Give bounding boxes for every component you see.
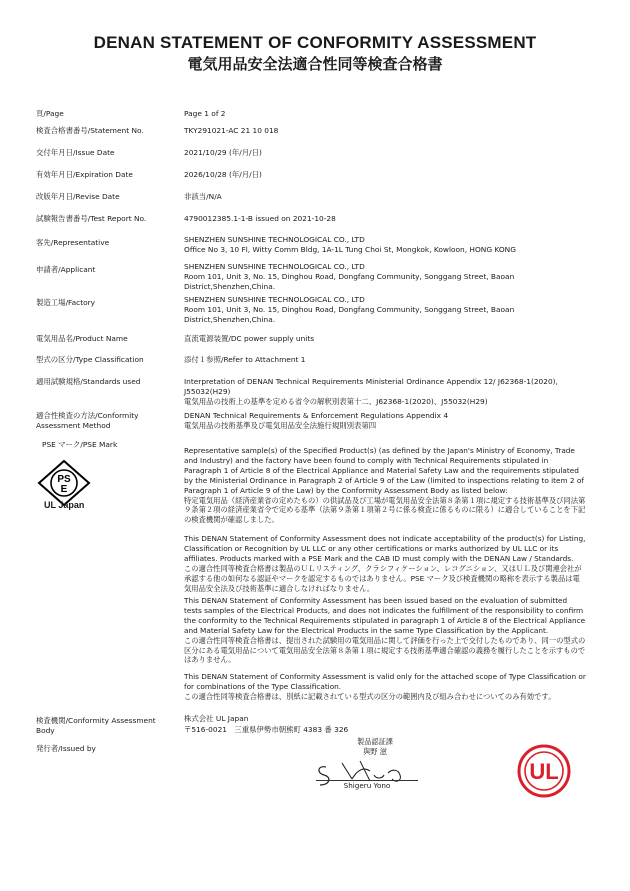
signature-name-jp: 與野 滋 xyxy=(363,747,387,756)
standards-label: 適用試験規格/Standards used xyxy=(36,377,141,386)
revise-date-label: 改版年月日/Revise Date xyxy=(36,192,120,201)
applicant-address-2: District,Shenzhen,China. xyxy=(184,282,276,291)
applicant-address-1: Room 101, Unit 3, No. 15, Dinghou Road, Dongfang Community, Songgang Street, Baoan xyxy=(184,272,515,281)
paragraph-1-en: Representative sample(s) of the Specified Product(s) (as defined by the Japan's Ministry of Economy, Trade and Industry) and the factory have been found to comply with Technical Requirements stipulated in Paragraph 1 of Article 8 of the Electrical Appliance and Material Safety Law and the requirements stipulated by the Ministerial Ordinance in Paragraph 2 of Article 9 of the Law (limited to inspections relating to item 2 of Paragraph 1 of Article 9 of the Law) by the Conformity Assessment Body as listed below: xyxy=(184,446,584,495)
body-label-2: Body xyxy=(36,726,55,735)
product-name-value: 直流電源装置/DC power supply units xyxy=(184,334,315,343)
type-classification-value: 添付１参照/Refer to Attachment 1 xyxy=(184,355,306,364)
page-value: Page 1 of 2 xyxy=(184,109,226,118)
paragraph-1 xyxy=(184,446,586,525)
factory-name: SHENZHEN SUNSHINE TECHNOLOGICAL CO., LTD xyxy=(184,295,365,304)
representative-name: SHENZHEN SUNSHINE TECHNOLOGICAL CO., LTD xyxy=(184,235,365,244)
paragraph-1-jp: 特定電気用品（経済産業省の定めたもの）の供試品及び工場が電気用品安全法第８条第１項に規定する技術基準及び同法第９条第２項の経済産業省令で定める基準（法第９条第１項第２号に係る検査に係るものに限る）に適合していることを下記の検査機関が確認しました。 xyxy=(184,495,586,525)
pse-mark-sub: E xyxy=(60,484,68,495)
issue-date-value: 2021/10/29 (年/月/日) xyxy=(184,148,262,157)
paragraph-2 xyxy=(184,534,586,593)
statement-no-value: TKY291021-AC 21 10 018 xyxy=(184,126,279,135)
type-classification-label: 型式の区分/Type Classification xyxy=(36,355,144,364)
standards-line-1: Interpretation of DENAN Technical Requirements Ministerial Ordinance Appendix 12/ J62368-1(2020), xyxy=(184,377,558,386)
body-address: 〒516-0021 三重県伊勢市朝熊町 4383 番 326 xyxy=(184,725,349,734)
paragraph-4-jp: この適合性同等検査合格書は、別紙に記載されている型式の区分の範囲内及び組み合わせについてのみ有効です。 xyxy=(184,691,556,701)
method-line-1: DENAN Technical Requirements & Enforcement Regulations Appendix 4 xyxy=(184,411,449,420)
document-title-en: DENAN STATEMENT OF CONFORMITY ASSESSMENT xyxy=(93,33,537,52)
paragraph-4-en: This DENAN Statement of Conformity Assessment is valid only for the attached scope of Type Classification or for combinations of the Type Classification. xyxy=(184,672,586,691)
applicant-name: SHENZHEN SUNSHINE TECHNOLOGICAL CO., LTD xyxy=(184,262,365,271)
paragraph-3-en: This DENAN Statement of Conformity Assessment has been issued based on the evaluation of submitted tests samples of the Electrical Products, and does not indicates the fulfillment of the responsibility to confirm the conformity to the Technical Requirements stipulated in paragraph 1 of Article 8 of the Electrical Appliance and Material Safety Law for the Electrical Products in the same Type Classification by the Applicant. xyxy=(184,596,586,635)
body-name: 株式会社 UL Japan xyxy=(184,714,249,723)
signature-name-en: Shigeru Yono xyxy=(343,781,391,790)
ul-logo-icon xyxy=(516,743,572,799)
standards-line-3: 電気用品の技術上の基準を定める省令の解釈別表第十二、J62368-1(2020)、J55032(H29) xyxy=(184,397,488,406)
paragraph-3 xyxy=(184,596,586,665)
method-line-2: 電気用品の技術基準及び電気用品安全法施行規則別表第四 xyxy=(184,421,377,430)
page-label: 頁/Page xyxy=(36,109,64,118)
test-report-value: 4790012385.1-1-B issued on 2021-10-28 xyxy=(184,214,336,223)
product-name-label: 電気用品名/Product Name xyxy=(36,334,128,343)
test-report-label: 試験報告書番号/Test Report No. xyxy=(36,214,147,223)
issue-date-label: 交付年月日/Issue Date xyxy=(36,148,115,157)
expiration-date-value: 2026/10/28 (年/月/日) xyxy=(184,170,262,179)
signature-dept: 製品認証課 xyxy=(357,737,393,746)
pse-mark-icon xyxy=(34,458,94,506)
applicant-label: 申請者/Applicant xyxy=(36,265,96,274)
document-title-jp: 電気用品安全法適合性同等検査合格書 xyxy=(187,55,443,73)
ul-japan-label: UL Japan xyxy=(44,500,85,510)
expiration-date-label: 有効年月日/Expiration Date xyxy=(36,170,133,179)
representative-address: Office No 3, 10 Fl, Witty Comm Bldg, 1A-1L Tung Choi St, Mongkok, Kowloon, HONG KONG xyxy=(184,245,516,254)
method-label-2: Assessment Method xyxy=(36,421,111,430)
paragraph-3-jp: この適合性同等検査合格書は、提出された試験用の電気用品に関して評価を行った上で交付したものであり、同一の型式の区分にある電気用品について電気用品安全法第８条第１項に規定する技術基準適合確認の義務を履行したことを示すものではありません。 xyxy=(184,635,586,665)
issued-by-label: 発行者/Issued by xyxy=(36,744,96,753)
pse-mark-text: PS xyxy=(57,474,71,485)
standards-line-2: J55032(H29) xyxy=(184,387,231,396)
body-label-1: 検査機関/Conformity Assessment xyxy=(36,716,156,725)
representative-label: 客先/Representative xyxy=(36,238,110,247)
paragraph-4 xyxy=(184,672,586,702)
method-label-1: 適合性検査の方法/Conformity xyxy=(36,411,139,420)
pse-mark-label: PSE マーク/PSE Mark xyxy=(42,440,118,449)
factory-label: 製造工場/Factory xyxy=(36,298,96,307)
revise-date-value: 非該当/N/A xyxy=(184,192,222,201)
signature-block xyxy=(330,737,420,757)
statement-no-label: 検査合格書番号/Statement No. xyxy=(36,126,144,135)
ul-logo-text: UL xyxy=(529,759,559,784)
paragraph-2-en: This DENAN Statement of Conformity Assessment does not indicate acceptability of the product(s) for Listing, Classification or Recognition by UL LLC or any other certifications or marks authorized by UL LLC or its affiliates. Products marked with a PSE Mark and the CAB ID must comply with the DENAN Law / Standards. xyxy=(184,534,586,563)
factory-address-1: Room 101, Unit 3, No. 15, Dinghou Road, Dongfang Community, Songgang Street, Baoan xyxy=(184,305,515,314)
factory-address-2: District,Shenzhen,China. xyxy=(184,315,276,324)
paragraph-2-jp: この適合性同等検査合格書は製品のＵＬリスティング、クラシフィケーション、レコグニション、又はＵＬ及び関連会社が承認する他の如何なる認証やマークを認定するものではありません。PSE マーク及び検査機関の略称を表示する製品は電気用品安全法及び技術基準に適合しなければなりません。 xyxy=(184,563,582,593)
